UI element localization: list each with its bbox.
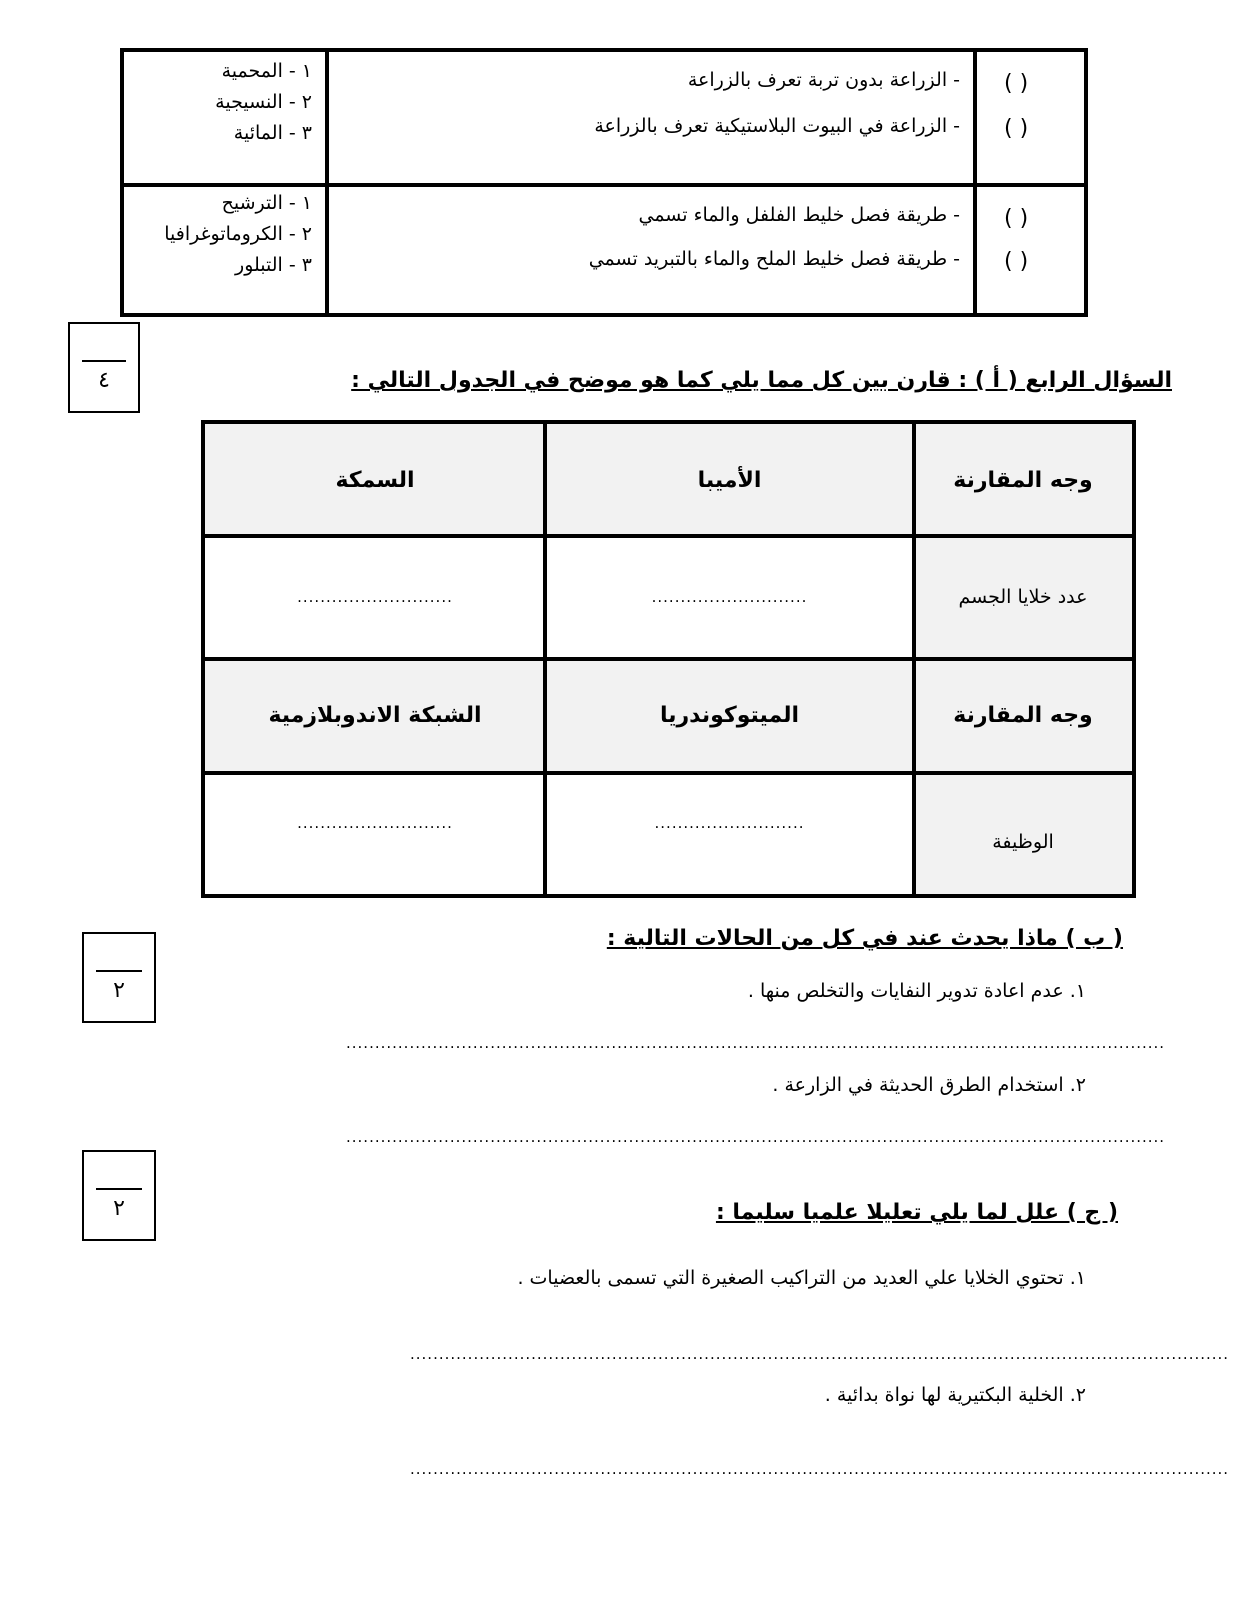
part-c-title: ( ج ) علل لما يلي تعليلا علميا سليما : — [715, 1200, 1118, 1225]
part-c-item-1: ١. تحتوي الخلايا علي العديد من التراكيب الصغيرة التي تسمى بالعضيات . — [517, 1267, 1086, 1289]
table-line — [912, 424, 916, 894]
score-value: ٢ — [113, 978, 125, 1003]
option-6: ٣ - التبلور — [235, 254, 312, 276]
column-divider — [325, 52, 329, 313]
question-4-title: السؤال الرابع ( أ ) : قارن بين كل مما يلي كما هو موضح في الجدول التالي : — [351, 368, 1172, 393]
score-line — [96, 1188, 142, 1190]
score-box-q4 — [68, 322, 140, 413]
part-b-item-1: ١. عدم اعادة تدوير النفايات والتخلص منها . — [747, 980, 1086, 1002]
score-line — [82, 360, 126, 362]
score-box-b — [82, 932, 156, 1023]
part-b-title: ( ب ) ماذا يحدث عند في كل من الحالات التالية : — [606, 926, 1123, 951]
table-line — [205, 534, 1132, 538]
option-4: ١ - الترشيح — [221, 192, 312, 214]
answer-line[interactable]: .............................................................................................................................................. — [410, 1345, 1230, 1363]
answer-blank-4[interactable]: ( ) — [1004, 249, 1029, 274]
statement-3: - طريقة فصل خليط الفلفل والماء تسمي — [638, 204, 960, 226]
answer-blank-1[interactable]: ( ) — [1004, 71, 1029, 96]
table-row-label: الوظيفة — [914, 772, 1132, 894]
comparison-table — [201, 420, 1136, 898]
option-1: ١ - المحمية — [221, 60, 312, 82]
table-line — [205, 771, 1132, 775]
statement-1: - الزراعة بدون تربة تعرف بالزراعة — [687, 69, 960, 91]
answer-cell[interactable]: .......................... — [654, 814, 805, 832]
row-divider — [124, 183, 1084, 187]
table-header-cell: الشبكة الاندوبلازمية — [205, 658, 545, 772]
score-value: ٢ — [113, 1196, 125, 1221]
score-value: ٤ — [98, 368, 110, 393]
answer-blank-2[interactable]: ( ) — [1004, 116, 1029, 141]
statement-4: - طريقة فصل خليط الملح والماء بالتبريد تسمي — [588, 248, 960, 270]
option-5: ٢ - الكروماتوغرافيا — [164, 223, 312, 245]
score-line — [96, 970, 142, 972]
answer-cell[interactable]: ........................... — [297, 588, 453, 606]
answer-cell[interactable]: ........................... — [297, 814, 453, 832]
table-header-cell: وجه المقارنة — [914, 424, 1132, 536]
column-divider — [973, 52, 977, 313]
matching-table — [120, 48, 1088, 317]
score-box-c — [82, 1150, 156, 1241]
table-line — [205, 657, 1132, 661]
table-row-label: عدد خلايا الجسم — [914, 536, 1132, 658]
part-b-item-2: ٢. استخدام الطرق الحديثة في الزارعة . — [772, 1074, 1086, 1096]
table-header-cell: السمكة — [205, 424, 545, 536]
answer-line[interactable]: .............................................................................................................................................. — [346, 1034, 1166, 1052]
part-c-item-2: ٢. الخلية البكتيرية لها نواة بدائية . — [824, 1384, 1086, 1406]
table-line — [543, 424, 547, 894]
table-header-cell: الميتوكوندريا — [545, 658, 914, 772]
table-header-cell: وجه المقارنة — [914, 658, 1132, 772]
option-2: ٢ - النسيجية — [215, 91, 312, 113]
answer-blank-3[interactable]: ( ) — [1004, 206, 1029, 231]
table-header-cell: الأميبا — [545, 424, 914, 536]
answer-line[interactable]: .............................................................................................................................................. — [410, 1460, 1230, 1478]
answer-line[interactable]: .............................................................................................................................................. — [346, 1128, 1166, 1146]
answer-cell[interactable]: ........................... — [651, 588, 808, 606]
option-3: ٣ - المائية — [233, 122, 312, 144]
statement-2: - الزراعة في البيوت البلاستيكية تعرف بالزراعة — [594, 115, 960, 137]
